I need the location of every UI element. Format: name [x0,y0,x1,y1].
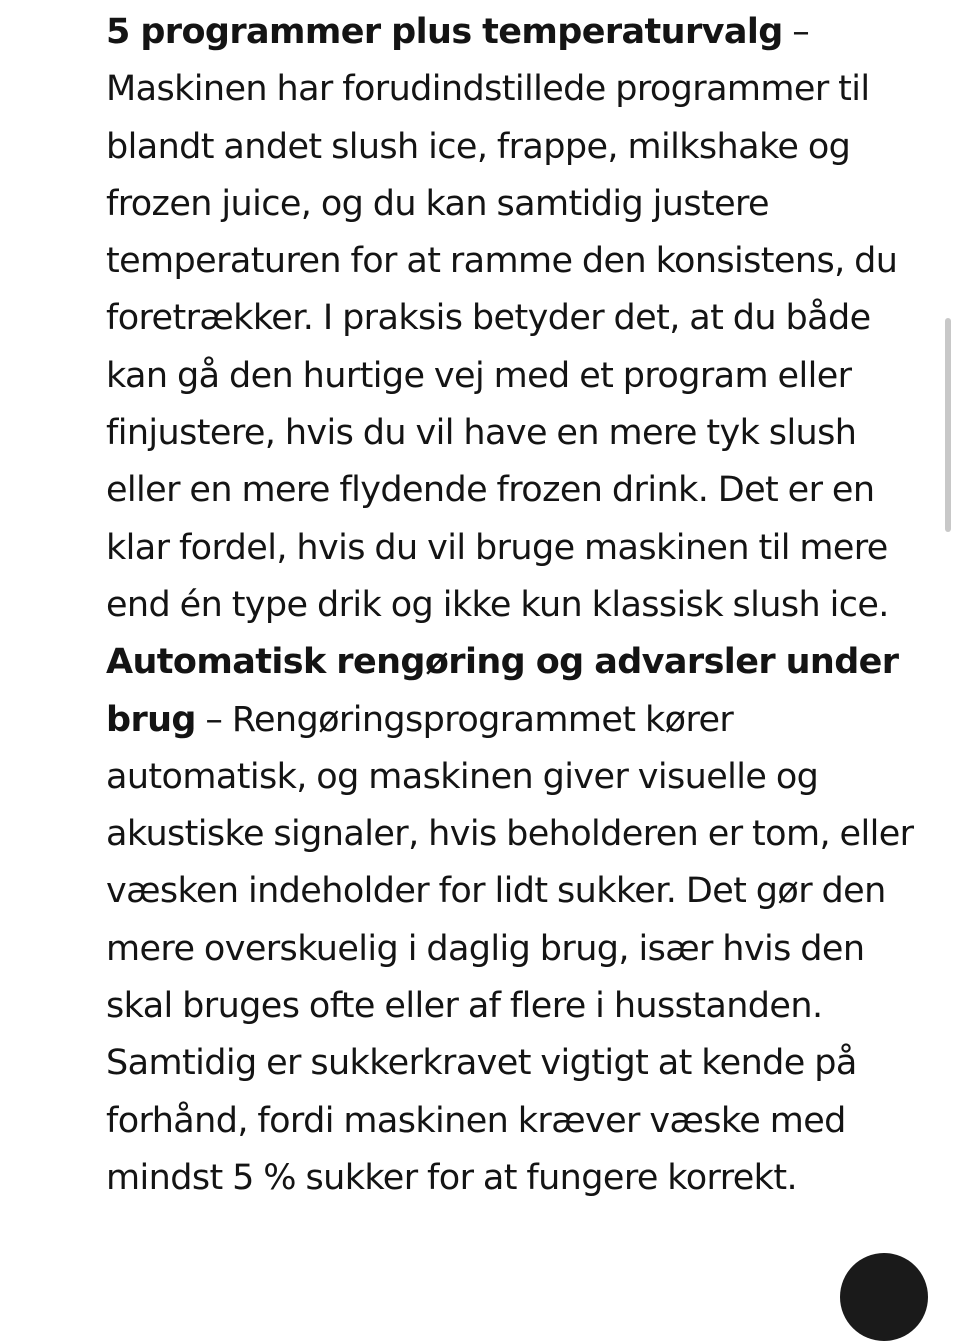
feature-separator-cleaning: – [195,699,232,740]
feature-body-programs: Maskinen har forudindstillede programmer til blandt andet slush ice, frappe, milkshake og frozen juice, og du kan samtidig justere temperaturen for at ramme den konsistens, du foretrækker. I praksis betyder det, at du både kan gå den hurtige vej med et program eller finjustere, hvis du vil have en mere tyk slush eller en mere flydende frozen drink. Det er en klar fordel, hvis du vil bruge maskinen til mere end én type drik og ikke kun klassisk slush ice. [106,69,898,625]
scrollbar-thumb[interactable] [945,318,951,532]
feature-heading-cleaning: Automatisk rengøring og advarsler under brug [106,642,899,740]
feature-separator-programs: – [782,12,810,52]
floating-action-button[interactable] [840,1253,928,1341]
feature-paragraph-cleaning [106,634,936,1207]
article-content [106,4,936,1207]
feature-body-cleaning: Rengøringsprogrammet kører automatisk, og maskinen giver visuelle og akustiske signaler, hvis beholderen er tom, eller væsken indeholder for lidt sukker. Det gør den mere overskuelig i daglig brug, især hvis den skal bruges ofte eller af flere i husstanden. Samtidig er sukkerkravet vigtigt at kende på forhånd, fordi maskinen kræver væske med mindst 5 % sukker for at fungere korrekt. [106,699,914,1198]
feature-heading-programs: 5 programmer plus temperaturvalg [106,12,783,52]
feature-paragraph-programs [106,4,936,634]
